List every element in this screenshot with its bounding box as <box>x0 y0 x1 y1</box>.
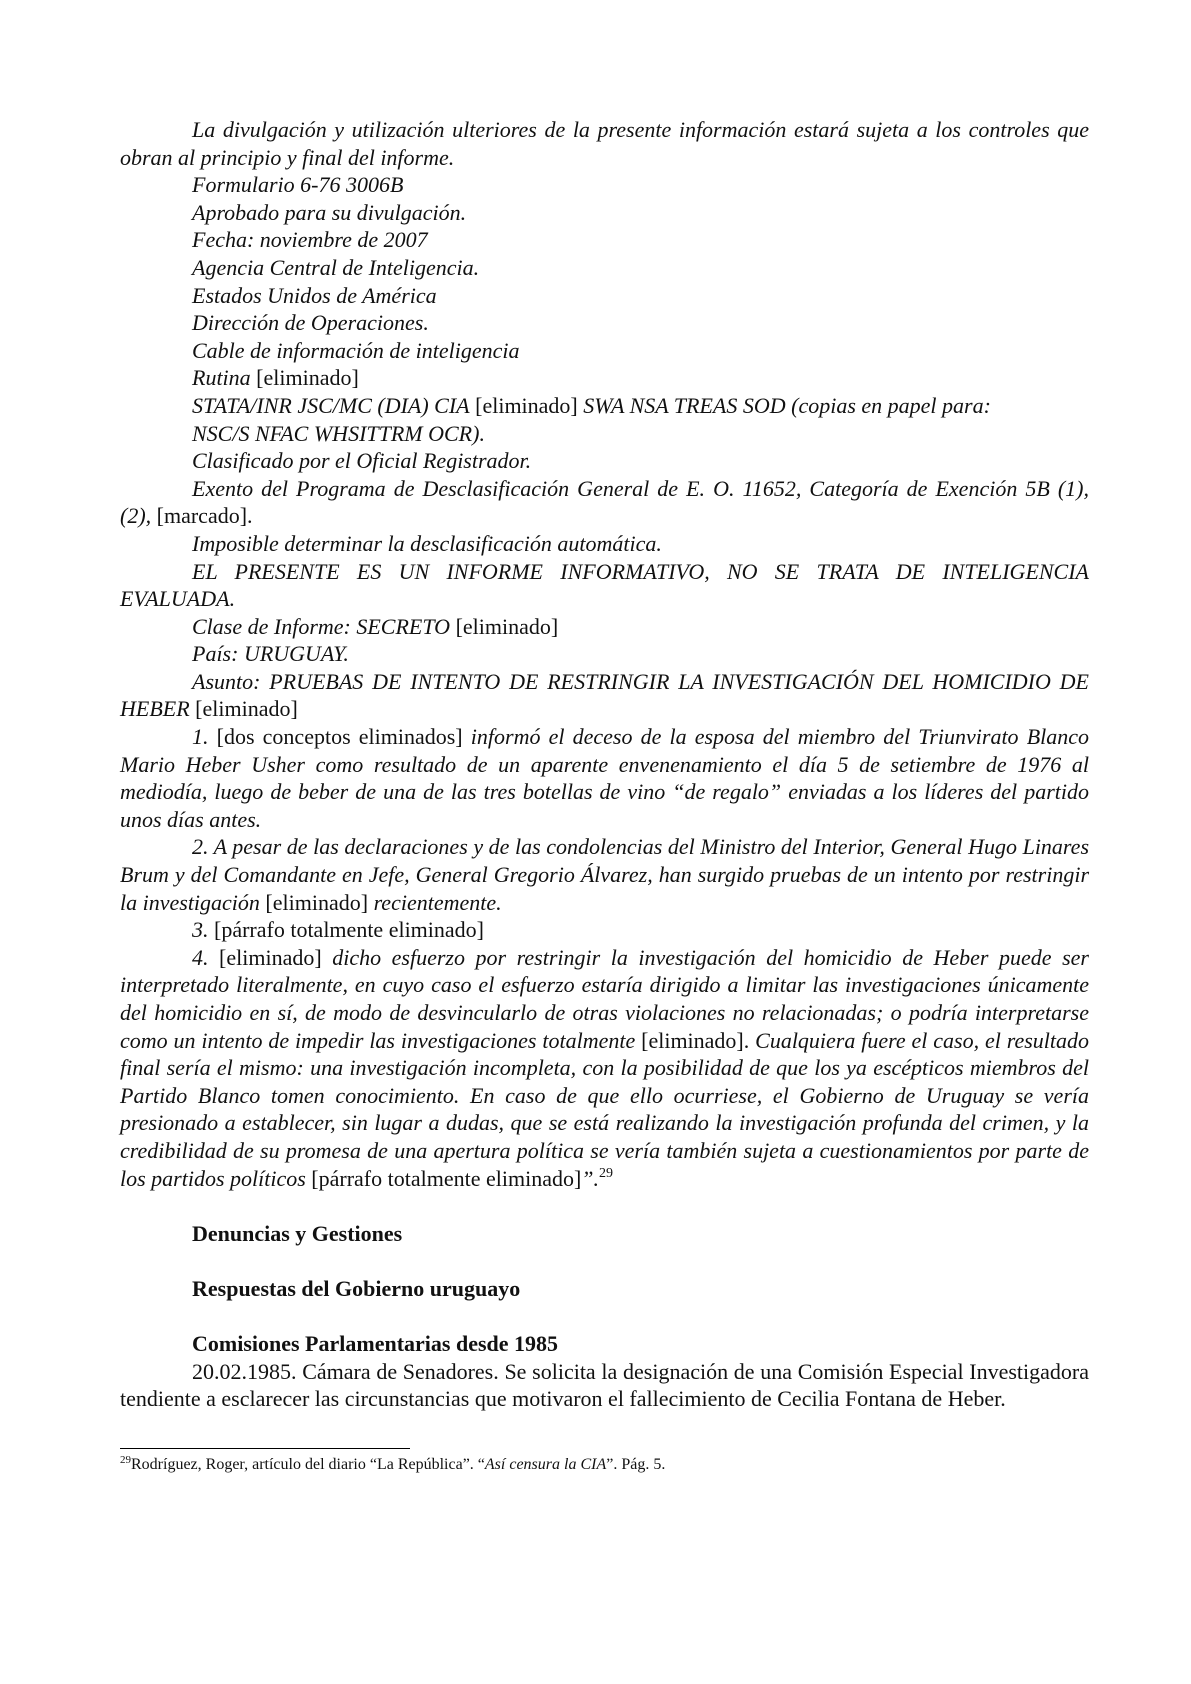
distribution-line-2: NSC/S NFAC WHSITTRM OCR). <box>192 420 485 446</box>
section-heading: Respuestas del Gobierno uruguayo <box>192 1275 521 1301</box>
item-2-paragraph: 2. A pesar de las declaraciones y de las condolencias del Ministro del Interior, General Hugo Linares Brum y del Comandante en Jefe, General Gregorio Álvarez, han surgido pruebas de un intento por restringir la investigación [eliminado] recientemente. <box>120 834 1089 915</box>
section-heading: Comisiones Parlamentarias desde 1985 <box>192 1331 559 1357</box>
subject-paragraph: Asunto: PRUEBAS DE INTENTO DE RESTRINGIR LA INVESTIGACIÓN DEL HOMICIDIO DE HEBER [eliminado] <box>120 668 1089 722</box>
report-class-line: Clase de Informe: SECRETO [eliminado] <box>192 613 559 639</box>
exempt-paragraph: Exento del Programa de Desclasificación General de E. O. 11652, Categoría de Exención 5B (1), (2), [marcado]. <box>120 475 1089 529</box>
report-nature-paragraph: EL PRESENTE ES UN INFORME INFORMATIVO, NO SE TRATA DE INTELIGENCIA EVALUADA. <box>120 558 1089 612</box>
section-heading: Denuncias y Gestiones <box>192 1220 403 1246</box>
document-page <box>120 116 1089 1475</box>
directorate-line: Dirección de Operaciones. <box>192 310 429 336</box>
distribution-line: STATA/INR JSC/MC (DIA) CIA [eliminado] SWA NSA TREAS SOD (copias en papel para: <box>192 392 991 418</box>
date-line: Fecha: noviembre de 2007 <box>192 227 428 253</box>
intro-paragraph: La divulgación y utilización ulteriores de la presente información estará sujeta a los controles que obran al principio y final del informe. <box>120 117 1089 170</box>
form-line: Formulario 6-76 3006B <box>192 172 404 198</box>
footnote-separator <box>120 1448 410 1449</box>
item-3-paragraph: 3. [párrafo totalmente eliminado] <box>192 917 484 943</box>
auto-declass-line: Imposible determinar la desclasificación automática. <box>192 530 662 556</box>
agency-line: Agencia Central de Inteligencia. <box>192 254 480 280</box>
approved-line: Aprobado para su divulgación. <box>192 199 467 225</box>
country-line: Estados Unidos de América <box>192 282 437 308</box>
routine-line: Rutina [eliminado] <box>192 365 359 391</box>
country-field-line: País: URUGUAY. <box>192 641 349 667</box>
classified-line: Clasificado por el Oficial Registrador. <box>192 448 532 474</box>
item-4-paragraph: 4. [eliminado] dicho esfuerzo por restringir la investigación del homicidio de Heber puede ser interpretado literalmente, en cuyo caso el esfuerzo estaría dirigido a limitar las investigaciones únicamente del homicidio en sí, de modo de desvincularlo de otras violaciones no relacionadas; o podría interpretarse como un intento de impedir las investigaciones totalmente [eliminado]. Cualquiera fuere el caso, el resultado final sería el mismo: una investigación incompleta, con la posibilidad de que los ya escépticos miembros del Partido Blanco tomen conocimiento. En caso de que ello ocurriese, el Gobierno de Uruguay se vería presionado a establecer, sin lugar a dudas, que se está realizando la investigación profunda del crimen, y la credibilidad de su promesa de una apertura política se vería también sujeta a cuestionamientos por parte de los partidos políticos [párrafo totalmente eliminado]”.$^{29}$ <box>120 944 1089 1191</box>
body-paragraph: 20.02.1985. Cámara de Senadores. Se solicita la designación de una Comisión Especial Investigadora tendiente a esclarecer las circunstancias que motivaron el fallecimiento de Cecilia Fontana de Heber. <box>120 1358 1089 1412</box>
footnote-ref[interactable]: 29 <box>599 1165 614 1181</box>
cable-line: Cable de información de inteligencia <box>192 337 520 363</box>
footnote: $^{29}$Rodríguez, Roger, artículo del diario “La República”. “Así censura la CIA”. Pág. 5. <box>120 1453 666 1473</box>
item-1-paragraph: 1. [dos conceptos eliminados] informó el deceso de la esposa del miembro del Triunvirato Blanco Mario Heber Usher como resultado de un aparente envenenamiento el día 5 de setiembre de 1976 al mediodía, luego de beber de una de las tres botellas de vino “de regalo” enviadas a los líderes del partido unos días antes. <box>120 724 1090 832</box>
